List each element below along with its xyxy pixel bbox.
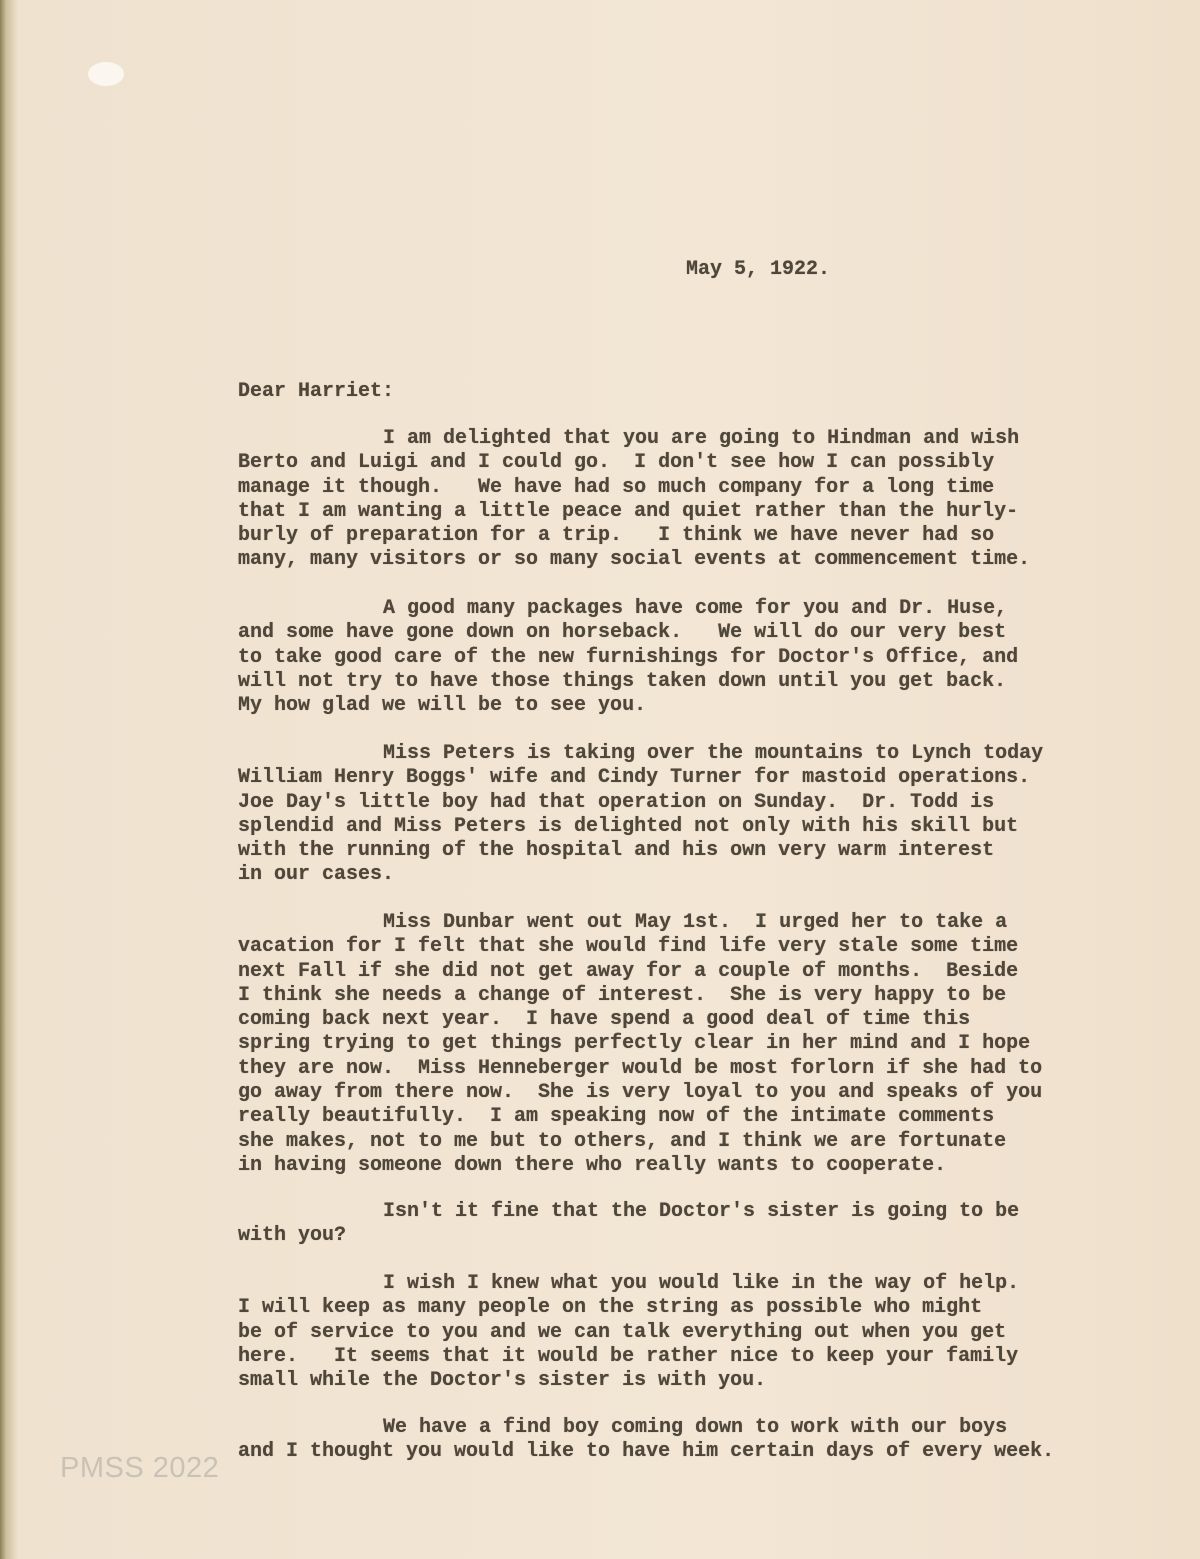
text-line: manage it though. We have had so much company for a long time	[238, 475, 995, 499]
text-line: burly of preparation for a trip. I think we have never had so	[238, 524, 995, 548]
text-line: coming back next year. I have spend a good deal of time this	[238, 1008, 971, 1032]
text-line: Joe Day's little boy had that operation on Sunday. Dr. Todd is	[238, 790, 995, 814]
text-line: I wish I knew what you would like in the way of help.	[383, 1272, 1020, 1295]
salutation: Dear Harriet:	[238, 380, 395, 403]
text-line: and some have gone down on horseback. We will do our very best	[238, 621, 1007, 645]
watermark: PMSS 2022	[60, 1452, 220, 1484]
paragraph-2	[238, 597, 1018, 718]
text-line: My how glad we will be to see you.	[238, 694, 647, 718]
text-line: I think she needs a change of interest. She is very happy to be	[238, 983, 1007, 1007]
text-line: Miss Peters is taking over the mountains to Lynch today	[383, 742, 1044, 765]
text-line: I will keep as many people on the string as possible who might	[238, 1296, 983, 1320]
paragraph-7	[238, 1416, 1054, 1465]
text-line: Miss Dunbar went out May 1st. I urged her to take a	[383, 911, 1008, 934]
text-line: next Fall if she did not get away for a couple of months. Beside	[238, 959, 1019, 983]
text-line: A good many packages have come for you and Dr. Huse,	[383, 597, 1008, 620]
paragraph-1	[238, 427, 1030, 573]
text-line: they are now. Miss Henneberger would be most forlorn if she had to	[238, 1056, 1043, 1080]
paragraph-4	[238, 911, 1042, 1178]
text-line: really beautifully. I am speaking now of the intimate comments	[238, 1105, 995, 1129]
text-line: splendid and Miss Peters is delighted not only with his skill but	[238, 814, 1019, 838]
text-line: Isn't it fine that the Doctor's sister is going to be	[383, 1200, 1020, 1223]
text-line: go away from there now. She is very loyal to you and speaks of you	[238, 1081, 1043, 1105]
punch-hole	[88, 62, 124, 86]
text-line: she makes, not to me but to others, and I think we are fortunate	[238, 1129, 1007, 1153]
letter-date: May 5, 1922.	[686, 258, 831, 281]
text-line: in having someone down there who really wants to cooperate.	[238, 1153, 947, 1177]
text-line: with the running of the hospital and his own very warm interest	[238, 839, 995, 863]
text-line: with you?	[238, 1224, 347, 1248]
text-line: spring trying to get things perfectly clear in her mind and I hope	[238, 1032, 1031, 1056]
text-line: in our cases.	[238, 863, 395, 887]
text-line: We have a find boy coming down to work with our boys	[383, 1416, 1008, 1439]
text-line: Berto and Luigi and I could go. I don't see how I can possibly	[238, 451, 995, 475]
text-line: many, many visitors or so many social events at commencement time.	[238, 548, 1031, 572]
text-line: to take good care of the new furnishings for Doctor's Office, and	[238, 645, 1019, 669]
paragraph-5	[238, 1200, 1019, 1249]
text-line: vacation for I felt that she would find life very stale some time	[238, 935, 1019, 959]
text-line: I am delighted that you are going to Hindman and wish	[383, 427, 1020, 450]
text-line: small while the Doctor's sister is with you.	[238, 1369, 767, 1393]
paragraph-3	[238, 742, 1043, 888]
text-line: that I am wanting a little peace and quiet rather than the hurly-	[238, 499, 1019, 523]
text-line: will not try to have those things taken down until you get back.	[238, 669, 1007, 693]
text-line: be of service to you and we can talk everything out when you get	[238, 1320, 1007, 1344]
text-line: and I thought you would like to have him certain days of every week.	[238, 1440, 1055, 1464]
text-line: here. It seems that it would be rather nice to keep your family	[238, 1344, 1019, 1368]
text-line: William Henry Boggs' wife and Cindy Turner for mastoid operations.	[238, 766, 1031, 790]
paragraph-6	[238, 1272, 1019, 1393]
